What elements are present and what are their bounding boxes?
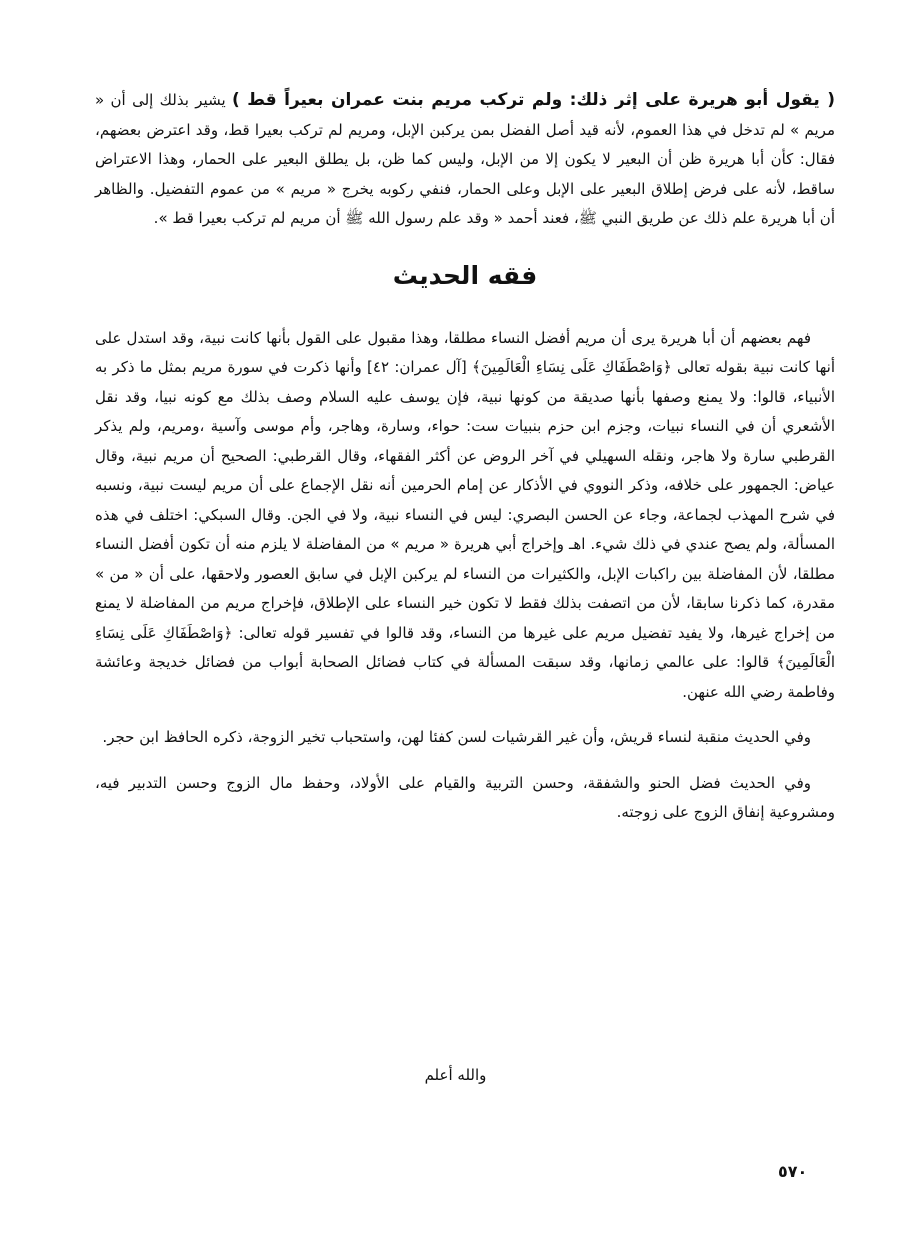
intro-paragraph — [95, 86, 835, 234]
intro-text: يشير بذلك إلى أن « مريم » لم تدخل في هذا العموم، لأنه قيد أصل الفضل بمن يركبن الإبل، ومريم لم تركب بعيرا قط، وقد اعترض بعضهم، فقال: كأن أبا هريرة ظن أن البعير لا يكون إلا من الإبل، وليس كما ظن، بل يطلق البعير على الحمار، وهذا الاعتراض ساقط، لأنه على فرض إطلاق البعير على الإبل وعلى الحمار، فنفي ركوبه يخرج « مريم » من عموم التفضيل. والظاهر أن أبا هريرة علم ذلك عن طريق النبي ﷺ، فعند أحمد « وقد علم رسول الله ﷺ أن مريم لم تركب بعيرا قط ». — [95, 91, 835, 227]
section-heading: فقه الحديث — [392, 260, 538, 290]
paragraph-fiqh-main: فهم بعضهم أن أبا هريرة يرى أن مريم أفضل النساء مطلقا، وهذا مقبول على القول بأنها كانت نبية، وقد استدل على أنها كانت نبية بقوله تعالى ﴿وَاصْطَفَاكِ عَلَى نِسَاءِ الْعَالَمِينَ﴾ [آل عمران: ٤٢] وأنها ذكرت في سورة مريم بمثل ما ذكر به الأنبياء، قالوا: ولا يمنع وصفها بأنها صديقة من كونها نبية، فإن يوسف عليه السلام وصف بذلك مع كونه نبيا، وقد نقل الأشعري أن في النساء نبيات، وجزم ابن حزم بنبيات ست: حواء، وسارة، وهاجر، وأم موسى وآسية ،ومريم، ولم يذكر القرطبي سارة ولا هاجر، ونقله السهيلي في آخر الروض عن أكثر الفقهاء، وقال القرطبي: الصحيح أن مريم نبية، وقال عياض: الجمهور على خلافه، وذكر النووي في الأذكار عن إمام الحرمين أنه نقل الإجماع على أن مريم ليست نبية، ونسبه في شرح المهذب لجماعة، وجاء عن الحسن البصري: ليس في النساء نبية، ولا في الجن. وقال السبكي: اختلف في هذه المسألة، ولم يصح عندي في ذلك شيء. اهـ وإخراج أبي هريرة « مريم » من المفاضلة لا يلزم منه أن تكون أفضل النساء مطلقا، لأن المفاضلة بين راكبات الإبل، والكثيرات من النساء لم يركبن الإبل في سابق العصور ولاحقها، على أن « من » مقدرة، كما ذكرنا سابقا، لأن من اتصفت بذلك فقط لا تكون خير النساء على الإطلاق، فإخراج مريم من المفاضلة لا يمنع من إخراج غيرها، ولا يفيد تفضيل مريم على غيرها من النساء، وقد قالوا في تفسير قوله تعالى: ﴿وَاصْطَفَاكِ عَلَى نِسَاءِ الْعَالَمِينَ﴾ قالوا: على عالمي زمانها، وقد سبقت المسألة في كتاب فضائل الصحابة أبواب من فضائل خديجة وعائشة وفاطمة رضي الله عنهن. — [95, 328, 835, 701]
closing-phrase: والله أعلم — [424, 1066, 487, 1084]
closing-phrase-container — [0, 1066, 911, 1084]
intro-lead-quote: ( يقول أبو هريرة على إثر ذلك: ولم تركب مريم بنت عمران بعيراً قط ) — [232, 90, 836, 110]
paragraph-quraysh: وفي الحديث منقبة لنساء قريش، وأن غير القرشيات لسن كفئا لهن، واستحباب تخير الزوجة، ذكره الحافظ ابن حجر. — [102, 728, 811, 746]
paragraph-compassion: وفي الحديث فضل الحنو والشفقة، وحسن التربية والقيام على الأولاد، وحفظ مال الزوج وحسن التدبير فيه، ومشروعية إنفاق الزوج على زوجته. — [95, 773, 835, 821]
document-page — [95, 86, 835, 828]
page-number: ٥٧٠ — [778, 1162, 808, 1181]
